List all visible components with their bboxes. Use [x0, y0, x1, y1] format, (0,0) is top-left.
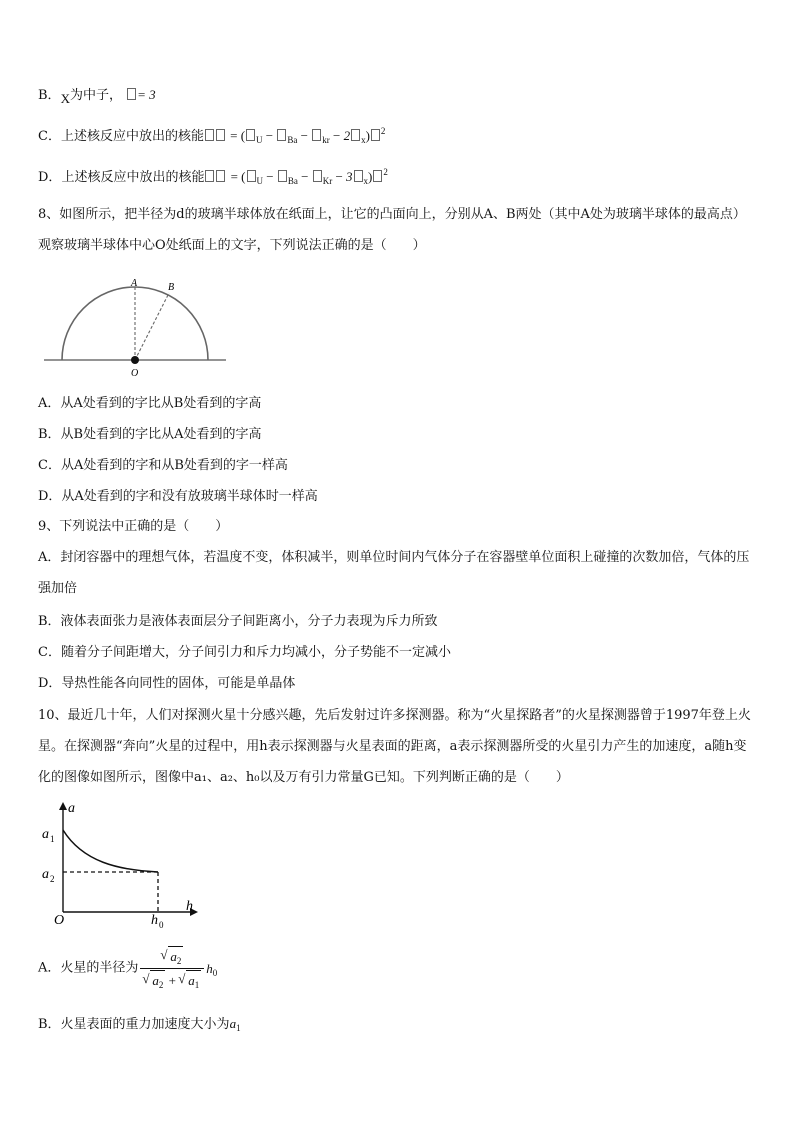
placeholder-box [313, 170, 322, 182]
label-b: B [168, 282, 175, 293]
curve [63, 830, 158, 872]
q8-option-a: A．从A处看到的字比从B处看到的字高 [38, 396, 262, 411]
q8-option-c: C．从A处看到的字和从B处看到的字一样高 [38, 458, 288, 473]
label-a: a [68, 801, 75, 816]
sub-kr: kr [322, 135, 330, 145]
square: 2 [383, 167, 388, 177]
option-label: A．火星的半径为 [38, 960, 139, 976]
sqrt [186, 970, 201, 991]
label-a1-sub: 1 [50, 834, 55, 844]
sub-u: U [256, 176, 264, 186]
square: 2 [380, 126, 386, 136]
label-h0-sub: 0 [159, 920, 164, 930]
q9-option-b: B．液体表面张力是液体表面层分子间距离小，分子力表现为斥力所致 [38, 614, 438, 629]
sym: a [188, 973, 195, 988]
option-text: 为中子， [69, 88, 122, 103]
option-label: D． [38, 170, 62, 185]
sqrt [168, 946, 183, 967]
denominator [140, 969, 204, 991]
radius-fraction [140, 946, 204, 991]
option-c-prev [38, 127, 385, 146]
label-a1: a [42, 827, 49, 842]
sym: a [170, 949, 177, 964]
placeholder-box [246, 129, 255, 141]
placeholder-box [205, 170, 214, 182]
plus: + [168, 973, 176, 988]
sym: h [206, 960, 213, 976]
q9-option-c: C．随着分子间距增大，分子间引力和斥力均减小，分子势能不一定减小 [38, 645, 451, 660]
option-text: 上述核反应中放出的核能 [61, 170, 205, 185]
x-symbol: X [60, 91, 70, 106]
q10-option-b [38, 1015, 241, 1034]
question-10-stem: 10、最近几十年，人们对探测火星十分感兴趣，先后发射过许多探测器。称为“火星探路者”的火星探测器曾于1997年登上火星。在探测器“奔向”火星的过程中，用h表示探测器与火星表面的距离，a表示探测器所受的火星引力产生的加速度，a随h变化的图像如图所示，图像中a₁、a₂、h₀以及万有引力常量G已知。下列判断正确的是（ ） [38, 708, 751, 785]
sub-kr: Kr [322, 176, 333, 186]
center-point [131, 356, 139, 364]
q8-option-d: D．从A处看到的字和没有放玻璃半球体时一样高 [38, 489, 318, 504]
a1-symbol [230, 1016, 241, 1031]
ray-ob [135, 293, 169, 360]
coef: 3 [346, 169, 353, 184]
sub-x: x [363, 176, 369, 186]
sub: 0 [212, 967, 218, 978]
q9-option-d: D．导热性能各向同性的固体，可能是单晶体 [38, 676, 296, 691]
placeholder-box [277, 129, 286, 141]
sym: a [229, 1016, 237, 1031]
sub: 1 [194, 980, 200, 990]
question-8-stem: 8、如图所示，把半径为d的玻璃半球体放在纸面上，让它的凸面向上，分别从A、B两处（其中A处为玻璃半球体的最高点）观察玻璃半球体中心O处纸面上的文字，下列说法正确的是（ ） [38, 207, 746, 253]
acceleration-height-graph [38, 800, 208, 930]
q10-option-a [38, 946, 217, 991]
eq-close: ) [365, 128, 370, 143]
placeholder-box [127, 88, 136, 100]
q8-option-b: B．从B处看到的字比从A处看到的字高 [38, 427, 262, 442]
placeholder-box [216, 129, 225, 141]
option-d-prev [38, 168, 388, 187]
placeholder-box [247, 170, 256, 182]
energy-equation: = ( $_U$ − $_{Ba}$ − $_{Kr}$ − 3 $_x$) $^2$ [230, 167, 388, 186]
placeholder-box [371, 129, 380, 141]
option-label: B．火星表面的重力加速度大小为 [38, 1017, 230, 1032]
label-o: O [54, 913, 65, 928]
option-label: C． [38, 129, 61, 144]
sub: 2 [176, 956, 182, 966]
eq-open: = ( [230, 169, 246, 184]
a-axis-arrow [59, 802, 67, 810]
eq-close: ) [368, 169, 373, 184]
equation: = 3 [137, 87, 156, 102]
label-h0: h [151, 913, 158, 928]
option-b-prev [38, 86, 156, 108]
placeholder-box [312, 129, 321, 141]
question-9-stem: 9、下列说法中正确的是（ ） [38, 519, 229, 534]
energy-equation: = ( $_U$ − $_{Ba}$ − $_{kr}$ − 2 $_x$) $^2$ [230, 126, 386, 145]
sub-u: U [256, 135, 263, 145]
label-a2: a [42, 867, 49, 882]
q9-option-a: A．封闭容器中的理想气体，若温度不变，体积减半，则单位时间内气体分子在容器壁单位面积上碰撞的次数加倍，气体的压强加倍 [38, 550, 750, 596]
sub-ba: Ba [287, 135, 298, 145]
label-a: A [131, 278, 138, 289]
hemisphere-diagram [38, 278, 238, 378]
placeholder-box [354, 170, 363, 182]
coef: 2 [343, 128, 351, 143]
sub-ba: Ba [287, 176, 298, 186]
sub-x: x [361, 135, 366, 145]
sym: a [152, 973, 159, 988]
numerator [140, 946, 204, 969]
h0-factor [206, 961, 217, 976]
placeholder-box [351, 129, 360, 141]
placeholder-box [278, 170, 287, 182]
label-a2-sub: 2 [50, 874, 55, 884]
placeholder-box [373, 170, 382, 182]
sub: 1 [236, 1023, 241, 1033]
sub: 2 [158, 980, 164, 990]
option-text: 上述核反应中放出的核能 [60, 129, 204, 144]
sqrt [150, 970, 165, 991]
eq-open: = ( [230, 128, 246, 143]
placeholder-box [216, 170, 225, 182]
option-label: B． [38, 88, 61, 103]
label-h: h [186, 899, 193, 914]
placeholder-box [205, 129, 214, 141]
label-o: O [131, 368, 139, 378]
